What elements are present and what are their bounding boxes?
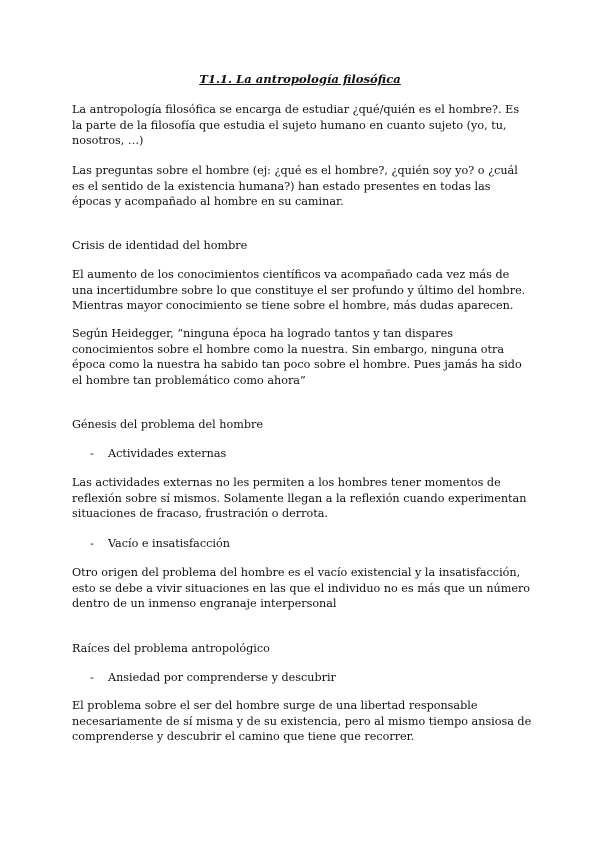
bullet-dash: - xyxy=(90,447,94,460)
bullet-label: Actividades externas xyxy=(108,447,227,460)
bullet-label: Ansiedad por comprenderse y descubrir xyxy=(108,671,336,684)
heidegger-quote-paragraph: Según Heidegger, “ninguna época ha logrado tantos y tan dispares conocimientos sobre el hombre como la nuestra. Sin embargo, ninguna otra época como la nuestra ha sabido tan poco sobre el hombre. Pues jamás ha sido el hombre tan problemático como ahora” xyxy=(72,327,522,387)
activities-paragraph: Las actividades externas no les permiten a los hombres tener momentos de reflexión sobre sí mismos. Solamente llegan a la reflexión cuando experimentan situaciones de fracaso, frustración o derrota. xyxy=(72,476,527,520)
roots-paragraph: El problema sobre el ser del hombre surge de una libertad responsable necesariamente de sí misma y de su existencia, pero al mismo tiempo ansiosa de comprenderse y descubrir el camino que tiene que recorrer. xyxy=(72,699,532,743)
bullet-dash: - xyxy=(90,671,94,684)
section-heading-roots: Raíces del problema antropológico xyxy=(72,642,270,655)
bullet-label: Vacío e insatisfacción xyxy=(108,537,230,550)
page-title: T1.1. La antropología filosófica xyxy=(199,72,401,86)
section-heading-genesis: Génesis del problema del hombre xyxy=(72,418,263,431)
questions-paragraph: Las preguntas sobre el hombre (ej: ¿qué es el hombre?, ¿quién soy yo? o ¿cuál es el sentido de la existencia humana?) han estado presentes en todas las épocas y acompañado al hombre en su caminar. xyxy=(72,164,518,208)
emptiness-paragraph: Otro origen del problema del hombre es el vacío existencial y la insatisfacción, esto se debe a vivir situaciones en las que el individuo no es más que un número dentro de un inmenso engranaje interpersonal xyxy=(72,566,531,610)
section-heading-crisis: Crisis de identidad del hombre xyxy=(72,239,248,252)
bullet-dash: - xyxy=(90,537,94,550)
intro-paragraph: La antropología filosófica se encarga de estudiar ¿qué/quién es el hombre?. Es la parte de la filosofía que estudia el sujeto humano en cuanto sujeto (yo, tu, nosotros, …) xyxy=(72,103,520,147)
crisis-paragraph: El aumento de los conocimientos científicos va acompañado cada vez más de una incertidumbre sobre lo que constituye el ser profundo y último del hombre. Mientras mayor conocimiento se tiene sobre el hombre, más dudas aparecen. xyxy=(72,268,526,312)
